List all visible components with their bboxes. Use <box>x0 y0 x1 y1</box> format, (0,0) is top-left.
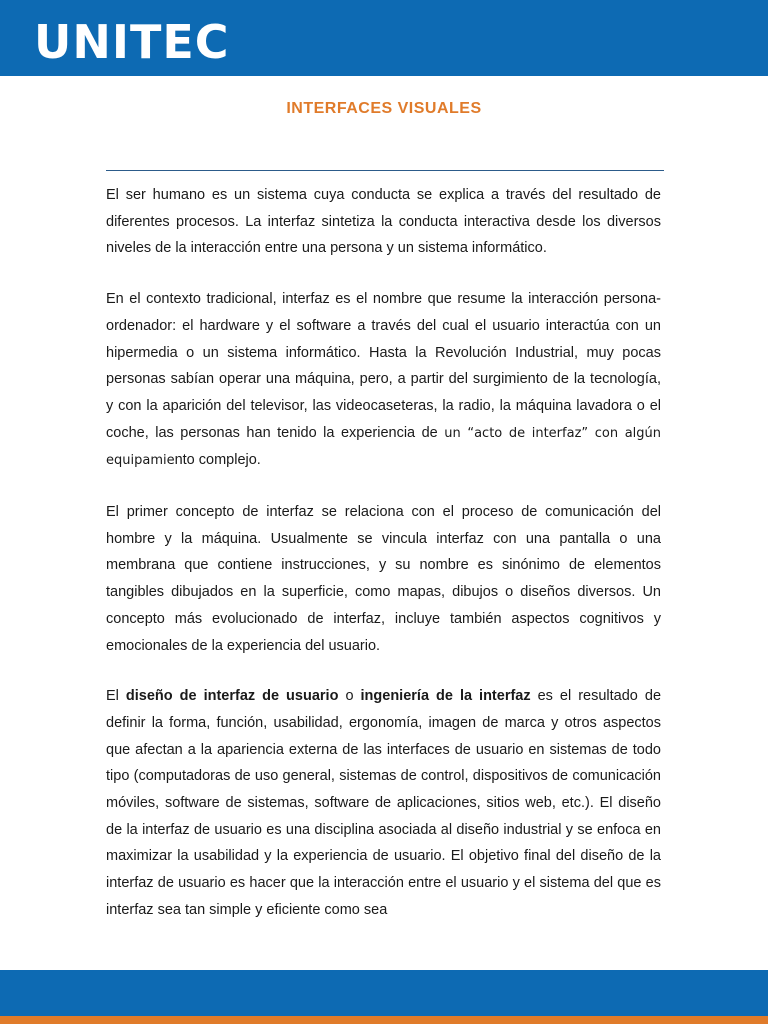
paragraph-2 <box>106 286 661 475</box>
bold-term-interface-engineering: ingeniería de la interfaz <box>360 688 531 705</box>
paragraph-3: El primer concepto de interfaz se relaciona con el proceso de comunicación del hombre y la máquina. Usualmente se vincula interfaz con una pantalla o una membrana que contiene instrucciones, y su nombre es sinónimo de elementos tangibles dibujados en la superficie, como mapas, dibujos o diseños diversos. Un concepto más evolucionado de interfaz, incluye también aspectos cognitivos y emocionales de la experiencia del usuario. <box>106 504 661 654</box>
paragraph-2-text: En el contexto tradicional, interfaz es el nombre que resume la interacción persona-ordenador: el hardware y el software a través del cual el usuario interactúa con un hipermedia o un sistema informático. Hasta la Revolución Industrial, muy pocas personas sabían operar una máquina, pero, a partir del surgimiento de la tecnología, y con la aparición del televisor, las videocaseteras, la radio, la máquina lavadora o el coche, las personas han tenido la experiencia de <box>106 291 661 441</box>
title-divider <box>106 170 664 171</box>
unitec-logo: UNITEC <box>34 15 230 69</box>
footer-band <box>0 970 768 1016</box>
document-title: INTERFACES VISUALES <box>286 100 482 117</box>
paragraph-4-start: El <box>106 688 126 705</box>
paragraph-2-end: nto complejo. <box>174 452 261 469</box>
header-band <box>0 0 768 76</box>
paragraph-1: El ser humano es un sistema cuya conducta se explica a través del resultado de diferentes procesos. La interfaz sintetiza la conducta interactiva desde los diversos niveles de la interacción entre una persona y un sistema informático. <box>106 187 661 257</box>
paragraph-4-mid: o <box>338 688 361 705</box>
bold-term-ui-design: diseño de interfaz de usuario <box>125 688 339 705</box>
document-body <box>106 182 661 924</box>
paragraph-4-rest: es el resultado de definir la forma, función, usabilidad, ergonomía, imagen de marca y otros aspectos que afectan a la apariencia externa de las interfaces de usuario en sistemas de todo tipo (computadoras de uso general, sistemas de control, dispositivos de comunicación móviles, software de sistemas, software de aplicaciones, sitios web, etc.). El diseño de la interfaz de usuario es una disciplina asociada al diseño industrial y se enfoca en maximizar la usabilidad y la experiencia de usuario. El objetivo final del diseño de la interfaz de usuario es hacer que la interacción entre el usuario y el sistema del que es interfaz sea tan simple y eficiente como sea <box>106 688 662 918</box>
paragraph-2-alt-font-text: un “acto de interfaz” con algún equipamie <box>106 425 662 469</box>
footer-accent-stripe <box>0 1016 768 1024</box>
paragraph-4 <box>106 683 661 923</box>
